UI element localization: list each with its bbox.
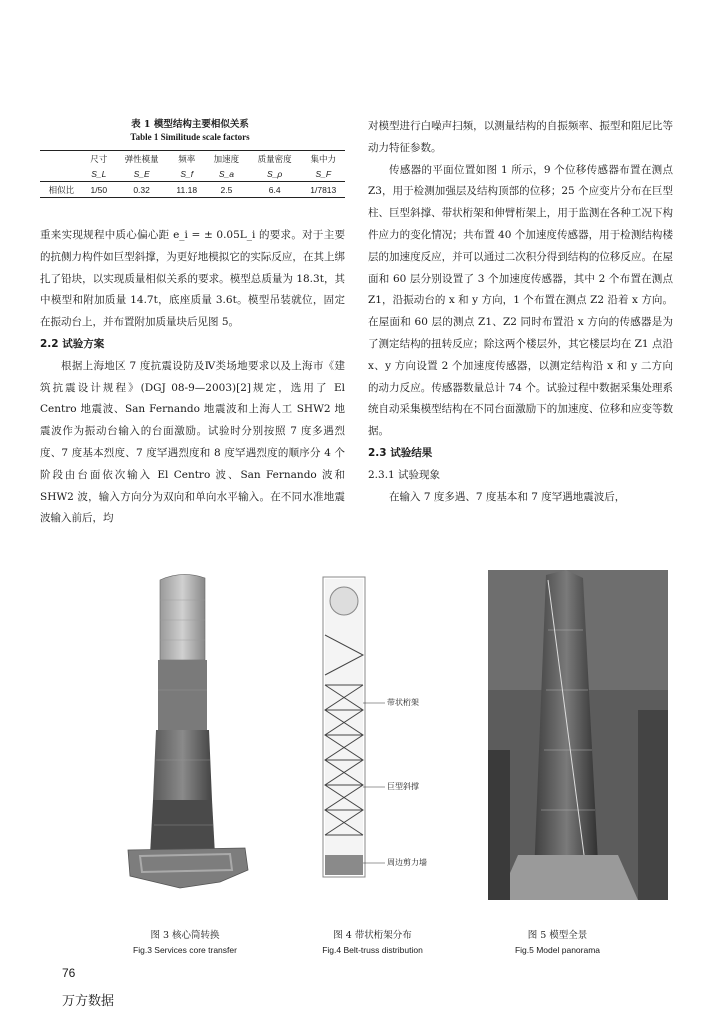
table-header-row [40,151,345,167]
table-symbol-row [40,166,345,182]
caption-en: Fig.5 Model panorama [514,945,601,955]
caption-fig4 [285,928,460,958]
table-symbol-cell: S_E [133,168,150,179]
page-number: 76 [62,966,76,980]
watermark: 万方数据 [62,994,115,1009]
paragraph: 对模型进行白噪声扫频，以测量结构的自振频率、振型和阻尼比等动力特征参数。 [368,120,673,154]
table-symbol-cell: S_F [315,168,332,179]
table-row-label: 相似比 [48,184,75,195]
figure-model-panorama [488,570,668,900]
table-cell: 6.4 [268,184,281,195]
table-symbol-cell [40,166,83,182]
table-symbol-cell: S_a [218,168,234,179]
label-shear-wall: 周边剪力墙 [387,858,427,867]
similitude-table [40,150,345,198]
caption-fig3 [95,928,275,958]
caption-cn: 图 3 核心筒转换 [150,930,220,941]
paragraph: 传感器的平面位置如图 1 所示，9 个位移传感器布置在测点 Z3，用于检测加强层及结构顶部的位移；25 个应变片分布在巨型柱、巨型斜撑、带状桁架和伸臂桁架上，用于监测在各种工况下构件应力的变化情况；共布置 40 个加速度传感器，用于检测结构楼层的加速度反应，并可以通过二次积分得到结构的位移反应。在屋面和 60 层分别设置了 3 个加速度传感器，其中 2 个布置在测点 Z1，沿振动台的 x 和 y 方向，1 个布置在测点 Z2 沿着 x 方向。在屋面和 60 层的测点 Z1、Z2 同时布置沿 x 方向的传感器是为了测定结构的扭转反应；除这两个楼层外，其它楼层均在 Z1 点沿 x、y 方向设置 2 个加速度传感器，以测定结构沿 x 和 y 二方向的动力反应。传感器数量总计 74 个。试验过程中数据采集处理系统自动采集模型结构在不同台面激励下的加速度、位移和应变等数据。 [368,163,673,438]
table-cell: 0.32 [133,184,150,195]
section-heading: 2.2 试验方案 [40,337,105,350]
table-symbol-cell: S_f [180,168,194,179]
left-column [40,225,345,530]
table-header-cell: 加速度 [213,153,240,164]
caption-en: Fig.3 Services core transfer [133,945,237,955]
table-header-cell: 弹性模量 [124,153,159,164]
section-heading: 2.3 试验结果 [368,446,433,459]
label-belt-truss: 带状桁架 [387,698,419,707]
figure-core-transfer [120,570,255,900]
caption-fig5 [470,928,645,958]
table-title-cn: 表 1 模型结构主要相似关系 [131,119,249,130]
paragraph: 在输入 7 度多遇、7 度基本和 7 度罕遇地震波后， [389,490,626,503]
caption-cn: 图 4 带状桁架分布 [333,930,412,941]
table-cell: 1/7813 [310,184,337,195]
table-header-cell: 尺寸 [90,153,108,164]
table-symbol-cell: S_ρ [267,168,283,179]
table-header-cell: 频率 [178,153,196,164]
table-header-cell: 质量密度 [257,153,292,164]
table-row [40,182,345,198]
label-mega-brace: 巨型斜撑 [387,782,419,791]
table-cell: 2.5 [220,184,233,195]
table-cell: 11.18 [176,184,198,195]
figure-belt-truss [315,575,455,895]
subsection-heading: 2.3.1 试验现象 [368,468,441,481]
paragraph: 根据上海地区 7 度抗震设防及Ⅳ类场地要求以及上海市《建筑抗震设计规程》(DGJ 08-9—2003)[2]规定，选用了 El Centro 地震波、San Fernando 地震波和上海人工 SHW2 地震波作为振动台输入的台面激励。试验时分别按照 7 度多遇烈度、7 度基本烈度、7 度罕遇烈度和 8 度罕遇烈度的顺序分 4 个阶段由台面依次输入 El Centro 波、San Fernando 波和 SHW2 波，输入方向分为双向和单向水平输入。在不同水准地震波输入前后，均 [40,359,345,525]
right-column [368,116,673,508]
caption-en: Fig.4 Belt-truss distribution [322,945,423,955]
table-symbol-cell: S_L [91,168,107,179]
paragraph: 重来实现规程中质心偏心距 e_i = ± 0.05L_i 的要求。对于主要的抗侧力构件如巨型斜撑，为更好地模拟它的实际反应，在其上绑扎了铅块，以实现质量相似关系的要求。模型总质量为 18.3t，其中模型和附加质量 14.7t，底座质量 3.6t。模型吊装就位，固定在振动台上，并布置附加质量块后见图 5。 [40,229,345,329]
table-header-cell [40,151,83,167]
table-title-en: Table 1 Similitude scale factors [130,132,250,142]
caption-cn: 图 5 模型全景 [527,930,588,941]
table-cell: 1/50 [90,184,108,195]
table-header-cell: 集中力 [310,153,336,164]
